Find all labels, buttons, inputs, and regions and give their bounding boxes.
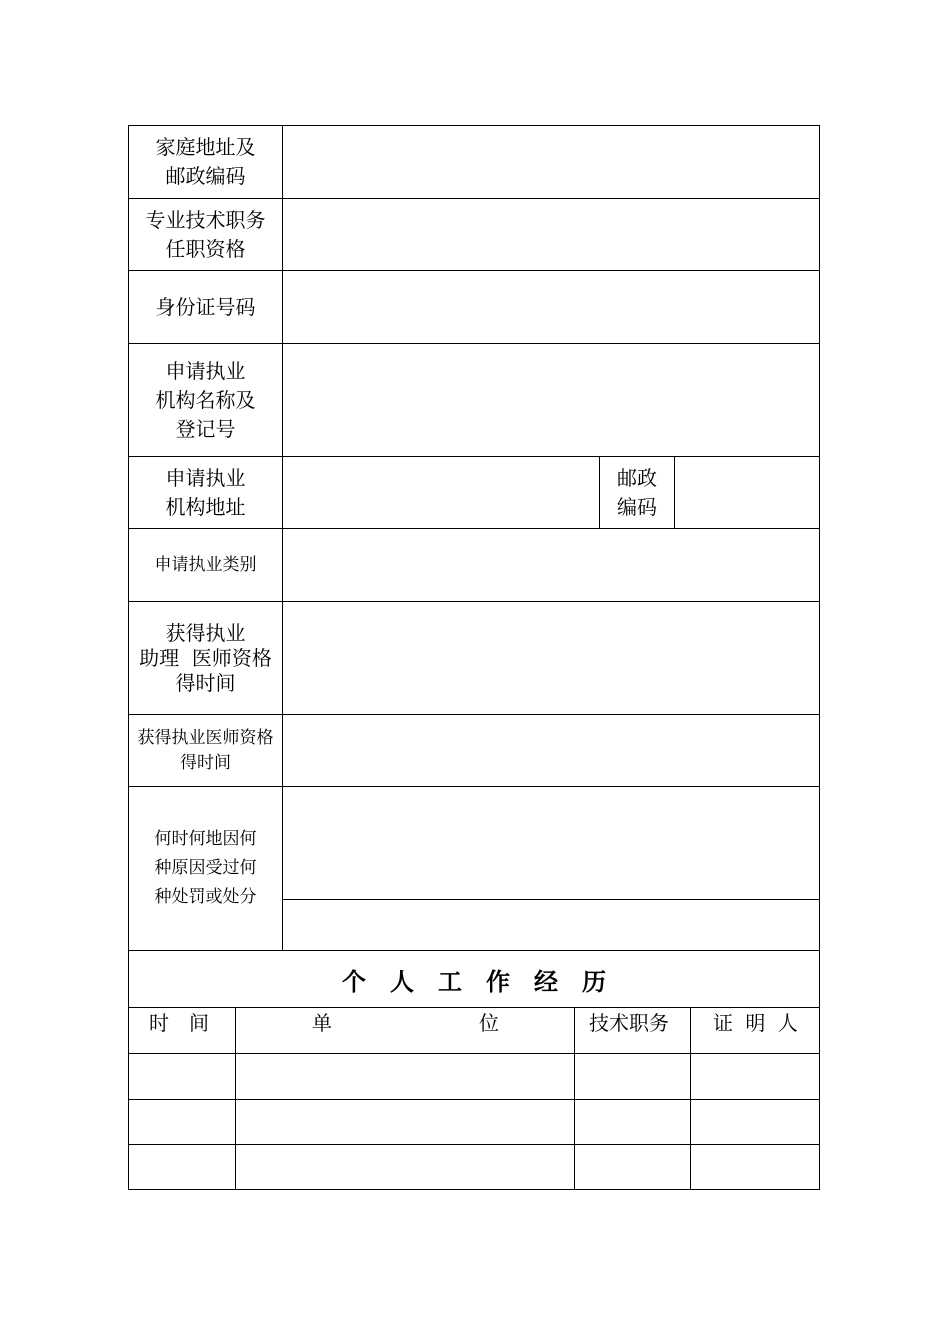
- label-line: 得时间: [175, 670, 236, 695]
- label-line: 邮政: [617, 465, 657, 490]
- tech-title-cell[interactable]: [575, 1054, 690, 1099]
- postal-code-label: [600, 457, 674, 528]
- physician-qualification-row: [129, 715, 819, 787]
- institution-name-field[interactable]: [283, 344, 819, 456]
- punishment-field-lower[interactable]: [283, 900, 819, 950]
- unit-cell[interactable]: [236, 1054, 574, 1099]
- time-cell[interactable]: [129, 1100, 235, 1144]
- label-line: 专业技术职务: [145, 207, 266, 232]
- label-line: 邮政编码: [165, 164, 246, 188]
- practice-category-field[interactable]: [283, 529, 819, 601]
- application-form: [128, 125, 820, 1190]
- header-unit-first: 单: [312, 1011, 332, 1035]
- practice-category-label: [129, 529, 283, 601]
- institution-address-field[interactable]: [283, 457, 597, 528]
- tech-title-cell[interactable]: [575, 1100, 690, 1144]
- home-address-label: [129, 126, 283, 198]
- assistant-qualification-label: [129, 602, 283, 714]
- unit-cell[interactable]: [236, 1145, 574, 1189]
- institution-address-label: [129, 457, 283, 528]
- label-line: 助理 医师资格: [139, 645, 272, 670]
- label-line: 家庭地址及: [155, 135, 256, 159]
- time-cell[interactable]: [129, 1054, 235, 1099]
- id-number-field[interactable]: [283, 271, 819, 343]
- label-line: 何时何地因何: [154, 829, 257, 849]
- punishment-row: [129, 787, 819, 951]
- label-line: 编码: [617, 494, 657, 519]
- home-address-field[interactable]: [283, 126, 819, 198]
- tech-title-row: [129, 199, 819, 271]
- punishment-field-upper[interactable]: [283, 787, 819, 899]
- unit-cell[interactable]: [236, 1100, 574, 1144]
- tech-title-cell[interactable]: [575, 1145, 690, 1189]
- witness-cell[interactable]: [691, 1145, 819, 1189]
- work-history-header-row: [129, 1008, 819, 1054]
- label-line: 获得执业医师资格: [137, 727, 274, 748]
- table-row: [129, 1054, 819, 1100]
- table-row: [129, 1145, 819, 1189]
- institution-address-row: [129, 457, 819, 529]
- tech-title-field[interactable]: [283, 199, 819, 270]
- cell-divider: [235, 1008, 236, 1053]
- label-line: 机构地址: [165, 494, 246, 519]
- id-number-row: [129, 271, 819, 344]
- work-history-title-row: [129, 951, 819, 1008]
- home-address-row: [129, 126, 819, 199]
- label-line: 申请执业: [165, 465, 246, 490]
- label-line: 任职资格: [165, 236, 246, 261]
- label-line: 申请执业类别: [154, 554, 257, 575]
- institution-name-row: [129, 344, 819, 457]
- witness-cell[interactable]: [691, 1054, 819, 1099]
- assistant-qualification-field[interactable]: [283, 602, 819, 714]
- physician-qualification-field[interactable]: [283, 715, 819, 786]
- assistant-qualification-row: [129, 602, 819, 715]
- label-line: 种处罚或处分: [154, 887, 257, 907]
- label-line: 获得执业: [165, 620, 246, 645]
- practice-category-row: [129, 529, 819, 602]
- header-unit-second: 位: [479, 1011, 499, 1035]
- header-witness: 证 明 人: [713, 1011, 801, 1035]
- label-line: 身份证号码: [155, 294, 256, 319]
- label-line: 得时间: [180, 752, 231, 773]
- cell-divider: [690, 1008, 691, 1053]
- postal-code-field[interactable]: [675, 457, 819, 528]
- witness-cell[interactable]: [691, 1100, 819, 1144]
- label-line: 种原因受过何: [154, 858, 257, 878]
- work-history-title: 个 人 工 作 经 历: [342, 967, 606, 996]
- label-line: 机构名称及: [155, 387, 256, 412]
- id-number-label: [129, 271, 283, 343]
- header-time: 时 间: [149, 1011, 209, 1035]
- table-row: [129, 1100, 819, 1145]
- tech-title-label: [129, 199, 283, 270]
- physician-qualification-label: [129, 715, 283, 786]
- header-tech-title: 技术职务: [589, 1011, 669, 1035]
- cell-divider: [574, 1008, 575, 1053]
- punishment-label: [129, 787, 283, 950]
- time-cell[interactable]: [129, 1145, 235, 1189]
- institution-name-label: [129, 344, 283, 456]
- label-line: 登记号: [175, 416, 236, 441]
- label-line: 申请执业: [165, 358, 246, 383]
